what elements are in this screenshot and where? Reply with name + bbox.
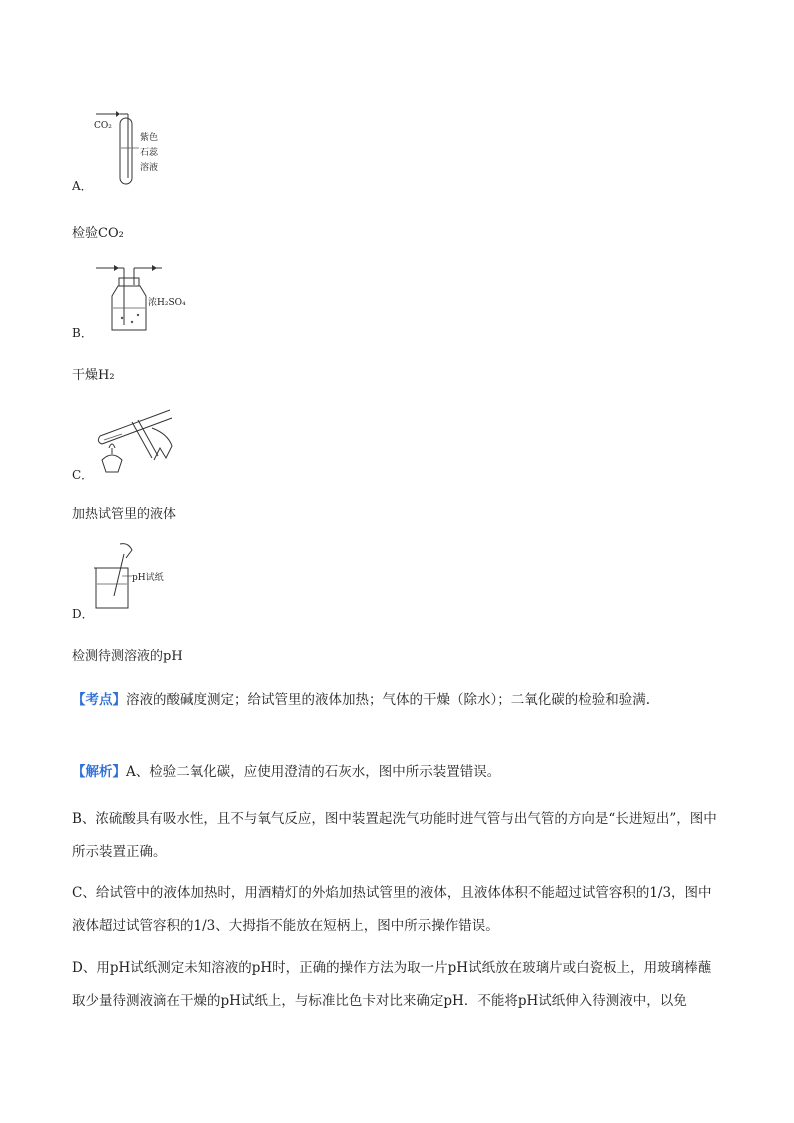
figure-a-label-2: 石蕊: [140, 148, 159, 158]
figure-c-heating-test-tube: [92, 398, 182, 478]
option-b-caption: 干燥H₂: [72, 368, 115, 383]
option-d-letter: D．: [72, 607, 94, 621]
jiexi-paragraph-d: D、用pH试纸测定未知溶液的pH时，正确的操作方法为取一片pH试纸放在玻璃片或白瓷板上，用玻璃棒蘸取少量待测液滴在干燥的pH试纸上，与标准比色卡对比来确定pH．不能将pH试纸伸入待测液中，以免: [72, 960, 712, 1009]
option-a-letter: A．: [72, 179, 93, 193]
jiexi-paragraph-a: [72, 756, 724, 789]
jiexi-a-text: A、检验二氧化碳，应使用澄清的石灰水，图中所示装置错误。: [126, 764, 501, 780]
figure-a-label-1: 紫色: [140, 133, 159, 143]
option-b-letter: B．: [72, 326, 93, 340]
option-d-caption: 检测待测溶液的pH: [72, 649, 183, 664]
kaodian-paragraph: [72, 684, 724, 717]
option-a-caption: 检验CO₂: [72, 226, 124, 241]
kaodian-tag: 【考点】: [72, 692, 126, 708]
figure-a-label-3: 溶液: [140, 163, 159, 173]
jiexi-tag: 【解析】: [72, 764, 126, 780]
kaodian-text: 溶液的酸碱度测定；给试管里的液体加热；气体的干燥（除水）；二氧化碳的检验和验满.: [126, 692, 651, 708]
figure-d-label: pH试纸: [132, 573, 164, 583]
jiexi-paragraph-b: B、浓硫酸具有吸水性，且不与氧气反应，图中装置起洗气功能时进气管与出气管的方向是“长进短出”，图中所示装置正确。: [72, 811, 717, 860]
figure-a-label-co2: CO₂: [94, 121, 112, 131]
figure-d-ph-paper: [92, 540, 182, 615]
figure-b-gas-washing-bottle: [92, 260, 202, 335]
figure-a-test-tube: [92, 108, 172, 188]
option-c-letter: C．: [72, 468, 94, 482]
figure-b-label: 浓H₂SO₄: [148, 298, 186, 308]
jiexi-paragraph-c: C、给试管中的液体加热时，用酒精灯的外焰加热试管里的液体，且液体体积不能超过试管容积的1/3，图中液体超过试管容积的1/3、大拇指不能放在短柄上，图中所示操作错误。: [72, 885, 712, 934]
option-c-caption: 加热试管里的液体: [72, 507, 177, 522]
